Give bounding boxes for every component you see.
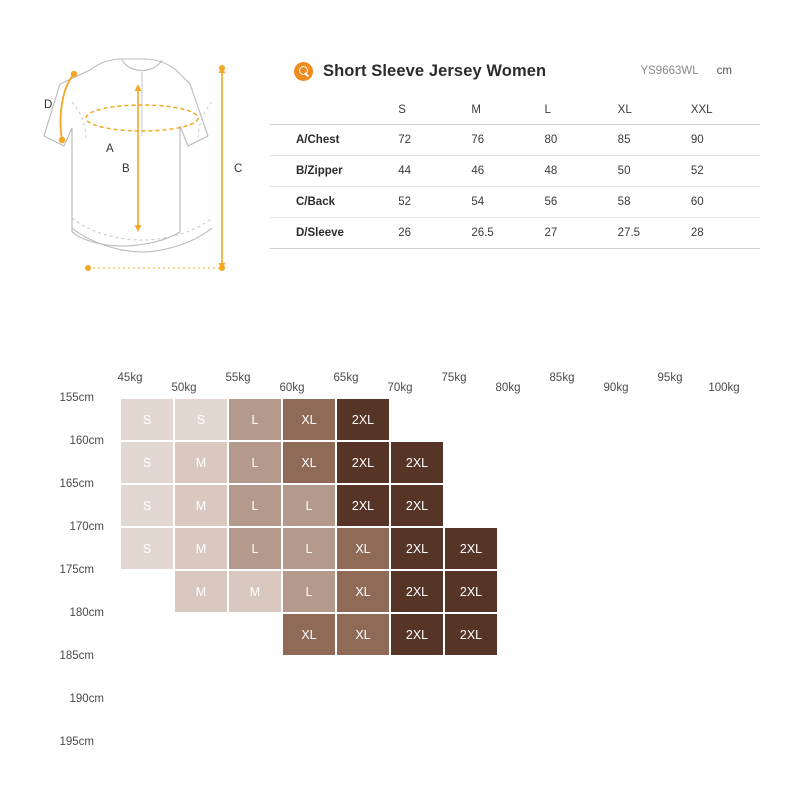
matrix-cell-empty	[714, 398, 768, 441]
matrix-cell-empty	[390, 398, 444, 441]
matrix-cell-empty	[498, 398, 552, 441]
matrix-cell-empty	[606, 441, 660, 484]
matrix-cell-empty	[660, 441, 714, 484]
cell-back-m: 54	[467, 186, 540, 217]
row-label-sleeve: D/Sleeve	[270, 217, 394, 248]
table-row	[270, 217, 760, 248]
matrix-cell-2xl[interactable]	[390, 613, 444, 656]
matrix-cell-s[interactable]	[120, 527, 174, 570]
height-label: 180cm	[69, 607, 104, 619]
matrix-cell-empty	[552, 484, 606, 527]
row-label-back: C/Back	[270, 186, 394, 217]
weight-label: 75kg	[441, 372, 467, 384]
matrix-cell-label: 2XL	[337, 485, 389, 526]
table-row	[270, 155, 760, 186]
callout-label-d: D	[44, 99, 53, 111]
cell-sleeve-xl: 27.5	[614, 217, 687, 248]
height-label: 195cm	[59, 736, 94, 748]
cell-chest-m: 76	[467, 124, 540, 155]
matrix-cell-s[interactable]	[174, 398, 228, 441]
matrix-cell-m[interactable]	[228, 570, 282, 613]
matrix-cell-2xl[interactable]	[390, 570, 444, 613]
matrix-cell-label: 2XL	[391, 614, 443, 655]
matrix-cell-empty	[120, 613, 174, 656]
matrix-cell-l[interactable]	[282, 484, 336, 527]
cell-sleeve-m: 26.5	[467, 217, 540, 248]
measure-bottom-point	[85, 265, 91, 271]
matrix-cell-label: 2XL	[391, 485, 443, 526]
matrix-cell-label: L	[283, 528, 335, 569]
height-label: 165cm	[59, 478, 94, 490]
cell-back-xl: 58	[614, 186, 687, 217]
size-chart-top-section	[0, 0, 790, 300]
matrix-cell-l[interactable]	[228, 527, 282, 570]
height-label: 160cm	[69, 435, 104, 447]
matrix-cell-m[interactable]	[174, 441, 228, 484]
jersey-illustration	[30, 40, 270, 280]
matrix-cell-empty	[714, 484, 768, 527]
matrix-cell-label: S	[121, 485, 173, 526]
matrix-cell-l[interactable]	[282, 527, 336, 570]
matrix-cell-2xl[interactable]	[444, 613, 498, 656]
matrix-cell-empty	[714, 441, 768, 484]
size-measurement-table	[270, 96, 760, 249]
matrix-cell-xl[interactable]	[336, 613, 390, 656]
height-label: 190cm	[69, 693, 104, 705]
matrix-cell-2xl[interactable]	[390, 527, 444, 570]
weight-label: 60kg	[279, 382, 305, 394]
table-row	[270, 186, 760, 217]
callout-label-a: A	[106, 143, 114, 155]
matrix-row	[120, 613, 768, 656]
cell-back-l: 56	[541, 186, 614, 217]
height-label: 185cm	[59, 650, 94, 662]
matrix-cell-2xl[interactable]	[336, 484, 390, 527]
height-label: 170cm	[69, 521, 104, 533]
matrix-cell-xl[interactable]	[336, 527, 390, 570]
matrix-cell-empty	[660, 484, 714, 527]
matrix-cell-l[interactable]	[228, 484, 282, 527]
measurement-unit: cm	[716, 65, 732, 77]
matrix-cell-l[interactable]	[228, 441, 282, 484]
matrix-cell-2xl[interactable]	[336, 441, 390, 484]
matrix-cell-label: L	[229, 442, 281, 483]
matrix-cell-label: XL	[283, 442, 335, 483]
matrix-cell-label: L	[283, 485, 335, 526]
matrix-cell-empty	[552, 441, 606, 484]
matrix-cell-empty	[606, 527, 660, 570]
matrix-cell-label: 2XL	[445, 614, 497, 655]
weight-label: 70kg	[387, 382, 413, 394]
matrix-cell-2xl[interactable]	[444, 570, 498, 613]
matrix-cell-empty	[498, 570, 552, 613]
matrix-cell-label: M	[175, 528, 227, 569]
matrix-row	[120, 570, 768, 613]
matrix-cell-s[interactable]	[120, 398, 174, 441]
cell-back-s: 52	[394, 186, 467, 217]
matrix-cell-empty	[498, 484, 552, 527]
matrix-cell-empty	[498, 527, 552, 570]
matrix-cell-empty	[660, 398, 714, 441]
cell-sleeve-xxl: 28	[687, 217, 760, 248]
column-header-m: M	[467, 96, 540, 124]
matrix-cell-label: S	[121, 528, 173, 569]
matrix-cell-empty	[606, 570, 660, 613]
matrix-cell-label: L	[229, 399, 281, 440]
cell-chest-s: 72	[394, 124, 467, 155]
spec-header	[270, 52, 760, 90]
cell-back-xxl: 60	[687, 186, 760, 217]
measure-c-point-top	[219, 65, 225, 71]
matrix-cell-2xl[interactable]	[390, 441, 444, 484]
cell-zipper-xl: 50	[614, 155, 687, 186]
matrix-cell-empty	[606, 398, 660, 441]
matrix-cell-empty	[552, 527, 606, 570]
matrix-cell-label: 2XL	[445, 571, 497, 612]
measure-c-point-bottom	[219, 265, 225, 271]
cell-sleeve-l: 27	[541, 217, 614, 248]
matrix-cell-empty	[660, 527, 714, 570]
matrix-cell-label: S	[121, 442, 173, 483]
weight-label: 50kg	[171, 382, 197, 394]
matrix-cell-label: XL	[283, 614, 335, 655]
matrix-cell-label: 2XL	[391, 571, 443, 612]
matrix-cell-empty	[444, 398, 498, 441]
callout-label-c: C	[234, 163, 243, 175]
matrix-cell-label: 2XL	[337, 399, 389, 440]
matrix-cell-label: L	[229, 485, 281, 526]
cell-chest-l: 80	[541, 124, 614, 155]
matrix-cell-empty	[444, 484, 498, 527]
matrix-cell-label: L	[283, 571, 335, 612]
cell-zipper-m: 46	[467, 155, 540, 186]
matrix-row	[120, 441, 768, 484]
matrix-cell-label: S	[121, 399, 173, 440]
matrix-cell-xl[interactable]	[336, 570, 390, 613]
matrix-cell-label: S	[175, 399, 227, 440]
matrix-cell-m[interactable]	[174, 484, 228, 527]
matrix-cell-empty	[444, 441, 498, 484]
page-title: Short Sleeve Jersey Women	[323, 61, 547, 80]
spec-meta	[640, 65, 760, 77]
matrix-row	[120, 484, 768, 527]
matrix-cell-label: XL	[337, 528, 389, 569]
measure-d-point-bottom	[59, 137, 65, 143]
weight-label: 45kg	[117, 372, 143, 384]
matrix-cell-s[interactable]	[120, 484, 174, 527]
matrix-cell-empty	[552, 398, 606, 441]
matrix-cell-empty	[606, 613, 660, 656]
matrix-cell-l[interactable]	[282, 570, 336, 613]
matrix-cell-label: XL	[337, 614, 389, 655]
weight-label: 80kg	[495, 382, 521, 394]
matrix-cell-empty	[120, 570, 174, 613]
matrix-cell-l[interactable]	[228, 398, 282, 441]
cell-zipper-l: 48	[541, 155, 614, 186]
magnifier-logo-icon	[294, 62, 313, 81]
column-header-l: L	[541, 96, 614, 124]
column-header-xxl: XXL	[687, 96, 760, 124]
matrix-cell-label: M	[229, 571, 281, 612]
weight-label: 55kg	[225, 372, 251, 384]
height-label: 155cm	[59, 392, 94, 404]
weight-label: 85kg	[549, 372, 575, 384]
matrix-cell-label: M	[175, 571, 227, 612]
matrix-cell-2xl[interactable]	[336, 398, 390, 441]
jersey-outline	[44, 59, 208, 246]
cell-chest-xl: 85	[614, 124, 687, 155]
matrix-cell-empty	[228, 613, 282, 656]
matrix-cell-m[interactable]	[174, 527, 228, 570]
table-row	[270, 124, 760, 155]
matrix-cell-empty	[174, 613, 228, 656]
weight-label: 95kg	[657, 372, 683, 384]
column-header-blank	[270, 96, 394, 124]
cell-chest-xxl: 90	[687, 124, 760, 155]
row-label-zipper: B/Zipper	[270, 155, 394, 186]
matrix-cell-xl[interactable]	[282, 398, 336, 441]
matrix-cell-label: XL	[283, 399, 335, 440]
matrix-cell-xl[interactable]	[282, 441, 336, 484]
table-header-row	[270, 96, 760, 124]
matrix-cell-empty	[552, 570, 606, 613]
matrix-row	[120, 398, 768, 441]
matrix-cell-xl[interactable]	[282, 613, 336, 656]
matrix-cell-label: 2XL	[337, 442, 389, 483]
matrix-cell-empty	[498, 441, 552, 484]
matrix-cell-2xl[interactable]	[390, 484, 444, 527]
measure-d-point-top	[71, 71, 77, 77]
matrix-cell-2xl[interactable]	[444, 527, 498, 570]
matrix-cell-empty	[714, 570, 768, 613]
cell-zipper-xxl: 52	[687, 155, 760, 186]
cell-zipper-s: 44	[394, 155, 467, 186]
matrix-cell-empty	[552, 613, 606, 656]
matrix-cell-label: M	[175, 485, 227, 526]
product-code: YS9663WL	[640, 65, 699, 77]
column-header-xl: XL	[614, 96, 687, 124]
weight-label: 65kg	[333, 372, 359, 384]
matrix-cell-label: L	[229, 528, 281, 569]
matrix-cell-label: XL	[337, 571, 389, 612]
garment-diagram	[30, 40, 270, 280]
matrix-row	[120, 527, 768, 570]
matrix-cell-label: 2XL	[445, 528, 497, 569]
matrix-cell-empty	[660, 570, 714, 613]
matrix-cell-empty	[606, 484, 660, 527]
cell-sleeve-s: 26	[394, 217, 467, 248]
column-header-s: S	[394, 96, 467, 124]
matrix-grid	[120, 398, 768, 656]
matrix-cell-empty	[714, 613, 768, 656]
matrix-cell-m[interactable]	[174, 570, 228, 613]
matrix-cell-empty	[714, 527, 768, 570]
weight-label: 100kg	[708, 382, 740, 394]
matrix-cell-s[interactable]	[120, 441, 174, 484]
matrix-cell-empty	[660, 613, 714, 656]
matrix-cell-empty	[498, 613, 552, 656]
matrix-cell-label: 2XL	[391, 442, 443, 483]
weight-label: 90kg	[603, 382, 629, 394]
spec-table-block	[270, 52, 760, 249]
height-weight-size-matrix	[0, 350, 790, 780]
row-label-chest: A/Chest	[270, 124, 394, 155]
height-label: 175cm	[59, 564, 94, 576]
matrix-cell-label: 2XL	[391, 528, 443, 569]
matrix-cell-label: M	[175, 442, 227, 483]
callout-label-b: B	[122, 163, 130, 175]
